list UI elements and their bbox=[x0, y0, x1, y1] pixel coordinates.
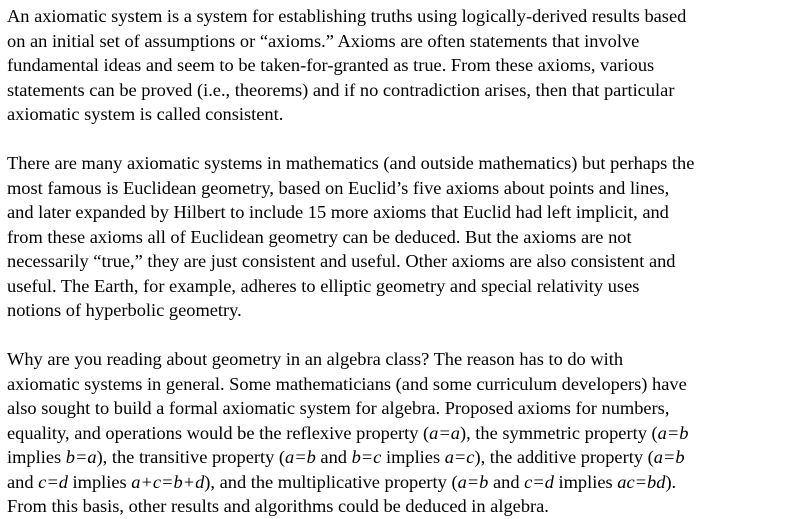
math-expression: b=c bbox=[351, 447, 382, 467]
text-line: on an initial set of assumptions or “axioms.” Axioms are often statements that involve bbox=[7, 30, 640, 51]
text-line: from these axioms all of Euclidean geometry can be deduced. But the axioms are not bbox=[7, 226, 632, 247]
paragraph-euclidean-geometry bbox=[7, 151, 805, 323]
text-segment: and bbox=[7, 471, 39, 492]
text-line: statements can be proved (i.e., theorems) and if no contradiction arises, then that particular bbox=[7, 79, 675, 100]
math-expression: a=c bbox=[444, 447, 475, 467]
text-line: fundamental ideas and seem to be taken-for-granted as true. From these axioms, various bbox=[7, 55, 655, 75]
math-expression: ac=bd bbox=[617, 471, 666, 492]
text-line: An axiomatic system is a system for establishing truths using logically-derived results based bbox=[7, 6, 687, 26]
math-expression: c=d bbox=[38, 471, 68, 492]
paragraph-axiomatic-systems bbox=[7, 4, 805, 127]
math-expression: a=a bbox=[429, 422, 460, 443]
math-expression: a+c=b+d bbox=[131, 471, 205, 492]
paragraph-algebra-axioms bbox=[7, 347, 805, 519]
text-line bbox=[7, 421, 805, 446]
text-segment: ), and the multiplicative property ( bbox=[204, 471, 458, 492]
text-segment: ), the additive property ( bbox=[474, 447, 654, 467]
text-line: necessarily “true,” they are just consistent and useful. Other axioms are also consistent and bbox=[7, 251, 676, 271]
text-segment: ), the transitive property ( bbox=[96, 447, 286, 467]
text-line: axiomatic systems in general. Some mathematicians (and some curriculum developers) have bbox=[7, 373, 687, 394]
text-segment: and bbox=[488, 471, 525, 492]
text-line: From this basis, other results and algorithms could be deduced in algebra. bbox=[7, 496, 549, 516]
math-expression: a=b bbox=[653, 447, 685, 467]
text-line: Why are you reading about geometry in an algebra class? The reason has to do with bbox=[7, 349, 624, 369]
text-segment: and bbox=[315, 447, 352, 467]
text-segment: implies bbox=[553, 471, 618, 492]
text-line: most famous is Euclidean geometry, based on Euclid’s five axioms about points and lines, bbox=[7, 177, 670, 198]
math-expression: a=b bbox=[457, 471, 489, 492]
math-expression: a=b bbox=[657, 422, 689, 443]
math-expression: a=b bbox=[285, 447, 316, 467]
text-line: There are many axiomatic systems in mathematics (and outside mathematics) but perhaps the bbox=[7, 153, 695, 173]
text-line: notions of hyperbolic geometry. bbox=[7, 300, 242, 320]
text-segment: ). bbox=[665, 471, 677, 492]
text-line bbox=[7, 445, 805, 470]
text-line: useful. The Earth, for example, adheres to elliptic geometry and special relativity uses bbox=[7, 275, 640, 296]
math-expression: c=d bbox=[524, 471, 554, 492]
text-line: also sought to build a formal axiomatic system for algebra. Proposed axioms for numbers, bbox=[7, 398, 670, 418]
math-expression: b=a bbox=[65, 447, 97, 467]
text-line bbox=[7, 470, 805, 495]
text-segment: ), the symmetric property ( bbox=[459, 422, 658, 443]
text-segment: implies bbox=[381, 447, 445, 467]
text-segment: implies bbox=[7, 447, 66, 467]
text-line: axiomatic system is called consistent. bbox=[7, 104, 284, 124]
document-body bbox=[7, 4, 805, 519]
text-segment: implies bbox=[67, 471, 132, 492]
text-segment: equality, and operations would be the reflexive property ( bbox=[7, 422, 430, 443]
text-line: and later expanded by Hilbert to include 15 more axioms that Euclid had left implicit, and bbox=[7, 202, 669, 222]
